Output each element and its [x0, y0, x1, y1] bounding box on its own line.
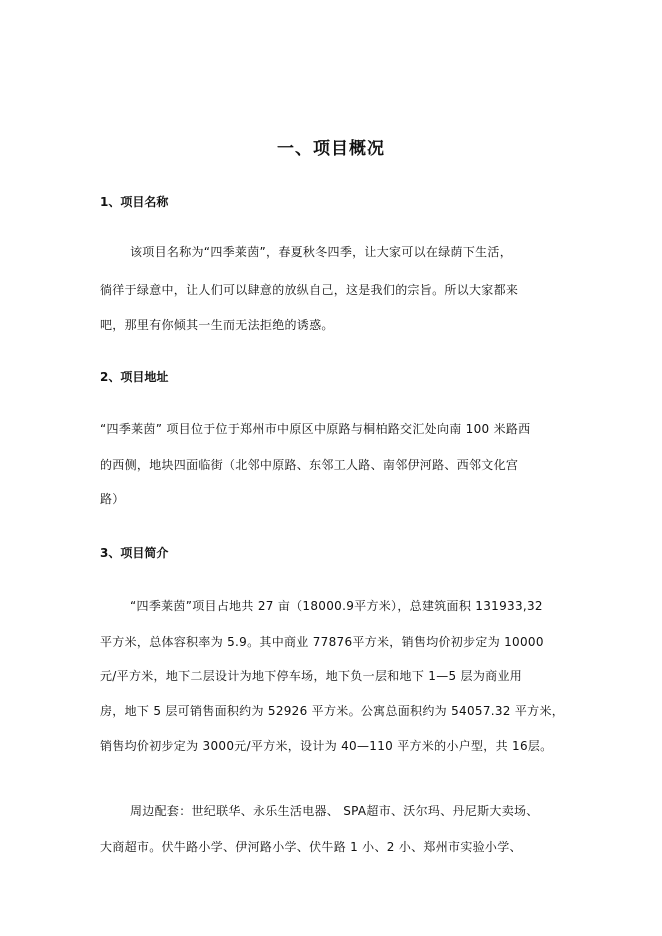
- section-1-heading: 1、项目名称: [100, 195, 169, 209]
- section-2-heading: 2、项目地址: [100, 370, 169, 384]
- section-3-line-4: 房，地下 5 层可销售面积约为 52926 平方米。公寓总面积约为 54057.32 平方米，: [100, 704, 565, 718]
- section-2-line-2: 的西侧，地块四面临街（北邻中原路、东邻工人路、南邻伊河路、西邻文化宫: [100, 458, 519, 472]
- section-3-heading: 3、项目简介: [100, 546, 169, 560]
- section-1-line-3: 吧，那里有你倾其一生而无法拒绝的诱惑。: [100, 318, 334, 332]
- section-2-line-1: “四季莱茵” 项目位于位于郑州市中原区中原路与桐柏路交汇处向南 100 米路西: [100, 422, 531, 436]
- section-3-line-3: 元/平方米，地下二层设计为地下停车场，地下负一层和地下 1—5 层为商业用: [100, 669, 523, 683]
- section-2-line-3: 路）: [100, 492, 125, 506]
- section-3-line-2: 平方米，总体容积率为 5.9。其中商业 77876平方米，销售均价初步定为 10000: [100, 635, 544, 649]
- section-1-line-2: 徜徉于绿意中，让人们可以肆意的放纵自己，这是我们的宗旨。所以大家都来: [100, 283, 519, 297]
- surroundings-line-2: 大商超市。伏牛路小学、伊河路小学、伏牛路 1 小、2 小、郑州市实验小学、: [100, 840, 522, 854]
- section-1-line-1: 该项目名称为“四季莱茵”，春夏秋冬四季，让大家可以在绿荫下生活，: [130, 245, 513, 259]
- section-3-line-1: “四季莱茵”项目占地共 27 亩（18000.9平方米），总建筑面积 131933,32: [130, 599, 543, 613]
- page-title: 一、项目概况: [277, 139, 385, 159]
- surroundings-line-1: 周边配套：世纪联华、永乐生活电器、 SPA超市、沃尔玛、丹尼斯大卖场、: [130, 804, 539, 818]
- section-3-line-5: 销售均价初步定为 3000元/平方米，设计为 40—110 平方米的小户型，共 16层。: [100, 739, 553, 753]
